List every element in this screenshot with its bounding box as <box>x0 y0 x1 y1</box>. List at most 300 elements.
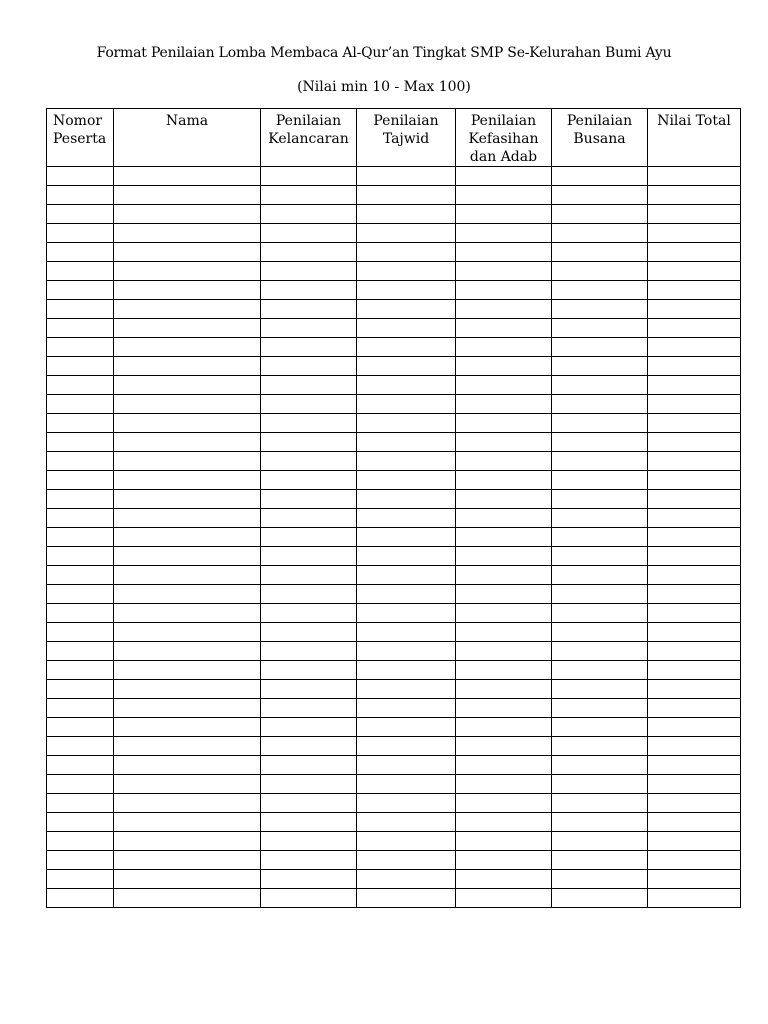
table-cell <box>357 509 456 528</box>
table-cell <box>552 376 648 395</box>
table-cell <box>648 623 741 642</box>
table-cell <box>648 224 741 243</box>
table-cell <box>261 794 357 813</box>
table-cell <box>114 623 261 642</box>
table-cell <box>47 718 114 737</box>
table-cell <box>456 832 552 851</box>
table-cell <box>552 604 648 623</box>
table-cell <box>552 167 648 186</box>
table-cell <box>552 224 648 243</box>
table-cell <box>261 414 357 433</box>
header-nilai-total: Nilai Total <box>648 109 741 167</box>
table-row <box>47 338 741 357</box>
table-cell <box>357 395 456 414</box>
table-cell <box>456 357 552 376</box>
table-cell <box>648 395 741 414</box>
table-cell <box>552 851 648 870</box>
document-title: Format Penilaian Lomba Membaca Al-Qur’an Tingkat SMP Se-Kelurahan Bumi Ayu <box>96 45 672 61</box>
table-cell <box>357 319 456 338</box>
table-cell <box>648 889 741 908</box>
table-cell <box>456 699 552 718</box>
table-cell <box>456 186 552 205</box>
table-cell <box>648 680 741 699</box>
table-cell <box>552 794 648 813</box>
header-penilaian-busana: Penilaian Busana <box>552 109 648 167</box>
table-cell <box>261 566 357 585</box>
table-cell <box>552 718 648 737</box>
table-cell <box>357 832 456 851</box>
table-cell <box>456 224 552 243</box>
table-cell <box>357 661 456 680</box>
table-cell <box>47 395 114 414</box>
table-cell <box>47 243 114 262</box>
table-cell <box>552 338 648 357</box>
table-cell <box>456 851 552 870</box>
table-cell <box>261 167 357 186</box>
table-cell <box>261 718 357 737</box>
table-cell <box>552 395 648 414</box>
table-cell <box>552 357 648 376</box>
table-cell <box>648 585 741 604</box>
table-cell <box>648 471 741 490</box>
table-cell <box>552 243 648 262</box>
table-cell <box>456 547 552 566</box>
table-cell <box>552 414 648 433</box>
table-cell <box>648 186 741 205</box>
table-cell <box>47 737 114 756</box>
table-cell <box>357 376 456 395</box>
table-cell <box>456 205 552 224</box>
table-cell <box>261 471 357 490</box>
table-cell <box>357 433 456 452</box>
table-cell <box>114 281 261 300</box>
table-cell <box>648 433 741 452</box>
table-cell <box>357 623 456 642</box>
table-cell <box>47 775 114 794</box>
table-row <box>47 547 741 566</box>
table-cell <box>648 813 741 832</box>
table-cell <box>552 452 648 471</box>
table-cell <box>47 756 114 775</box>
table-cell <box>648 699 741 718</box>
table-cell <box>47 205 114 224</box>
table-cell <box>47 167 114 186</box>
table-row <box>47 718 741 737</box>
table-cell <box>648 718 741 737</box>
table-cell <box>47 642 114 661</box>
table-cell <box>552 205 648 224</box>
table-cell <box>456 813 552 832</box>
table-cell <box>261 547 357 566</box>
header-penilaian-kelancaran: Penilaian Kelancaran <box>261 109 357 167</box>
table-row <box>47 870 741 889</box>
table-cell <box>456 870 552 889</box>
table-cell <box>357 680 456 699</box>
table-row <box>47 794 741 813</box>
table-cell <box>648 566 741 585</box>
table-cell <box>357 775 456 794</box>
table-cell <box>456 680 552 699</box>
table-cell <box>261 642 357 661</box>
table-cell <box>261 224 357 243</box>
table-cell <box>114 433 261 452</box>
table-row <box>47 281 741 300</box>
table-row <box>47 528 741 547</box>
table-cell <box>114 832 261 851</box>
table-cell <box>552 813 648 832</box>
table-cell <box>456 490 552 509</box>
table-row <box>47 319 741 338</box>
table-row <box>47 699 741 718</box>
table-cell <box>456 319 552 338</box>
table-cell <box>456 528 552 547</box>
table-cell <box>456 471 552 490</box>
table-cell <box>357 794 456 813</box>
table-cell <box>47 794 114 813</box>
table-cell <box>114 775 261 794</box>
table-cell <box>648 490 741 509</box>
table-cell <box>648 205 741 224</box>
table-cell <box>261 300 357 319</box>
table-cell <box>552 509 648 528</box>
table-cell <box>114 737 261 756</box>
table-row <box>47 490 741 509</box>
table-cell <box>114 376 261 395</box>
table-cell <box>552 661 648 680</box>
table-cell <box>456 661 552 680</box>
table-cell <box>114 585 261 604</box>
table-cell <box>648 338 741 357</box>
table-cell <box>456 262 552 281</box>
table-cell <box>456 433 552 452</box>
table-row <box>47 813 741 832</box>
table-cell <box>552 433 648 452</box>
table-cell <box>114 357 261 376</box>
table-cell <box>648 167 741 186</box>
table-cell <box>456 794 552 813</box>
table-cell <box>47 680 114 699</box>
table-cell <box>261 623 357 642</box>
table-cell <box>47 528 114 547</box>
table-cell <box>261 509 357 528</box>
table-cell <box>357 528 456 547</box>
table-cell <box>648 509 741 528</box>
table-cell <box>261 813 357 832</box>
table-cell <box>648 357 741 376</box>
table-cell <box>456 281 552 300</box>
table-cell <box>47 566 114 585</box>
table-cell <box>648 243 741 262</box>
table-cell <box>114 186 261 205</box>
table-cell <box>114 167 261 186</box>
table-row <box>47 167 741 186</box>
table-cell <box>456 566 552 585</box>
table-row <box>47 889 741 908</box>
table-cell <box>261 490 357 509</box>
table-cell <box>114 471 261 490</box>
table-cell <box>357 167 456 186</box>
table-cell <box>648 794 741 813</box>
table-cell <box>47 224 114 243</box>
table-cell <box>456 889 552 908</box>
table-cell <box>261 243 357 262</box>
table-cell <box>648 528 741 547</box>
table-cell <box>456 585 552 604</box>
table-cell <box>47 490 114 509</box>
table-row <box>47 623 741 642</box>
table-cell <box>47 262 114 281</box>
table-cell <box>648 319 741 338</box>
table-cell <box>648 262 741 281</box>
table-cell <box>357 851 456 870</box>
table-cell <box>114 414 261 433</box>
table-cell <box>47 623 114 642</box>
table-cell <box>114 547 261 566</box>
table-cell <box>456 300 552 319</box>
table-cell <box>552 566 648 585</box>
table-cell <box>114 262 261 281</box>
table-row <box>47 851 741 870</box>
table-cell <box>261 452 357 471</box>
table-cell <box>47 699 114 718</box>
table-cell <box>114 604 261 623</box>
table-row <box>47 414 741 433</box>
header-penilaian-kefasihan: Penilaian Kefasihan dan Adab <box>456 109 552 167</box>
table-cell <box>114 889 261 908</box>
table-row <box>47 737 741 756</box>
table-cell <box>261 262 357 281</box>
header-nama: Nama <box>114 109 261 167</box>
table-cell <box>552 775 648 794</box>
table-cell <box>552 870 648 889</box>
table-cell <box>261 376 357 395</box>
table-cell <box>648 300 741 319</box>
table-cell <box>456 243 552 262</box>
table-cell <box>648 851 741 870</box>
table-cell <box>357 357 456 376</box>
table-cell <box>261 528 357 547</box>
table-cell <box>357 699 456 718</box>
table-cell <box>552 490 648 509</box>
table-cell <box>47 471 114 490</box>
table-cell <box>456 167 552 186</box>
table-row <box>47 642 741 661</box>
table-row <box>47 395 741 414</box>
table-cell <box>261 889 357 908</box>
table-cell <box>357 224 456 243</box>
table-row <box>47 357 741 376</box>
table-cell <box>114 813 261 832</box>
table-cell <box>47 357 114 376</box>
table-cell <box>114 661 261 680</box>
table-cell <box>648 870 741 889</box>
table-cell <box>357 756 456 775</box>
table-cell <box>456 395 552 414</box>
table-cell <box>114 224 261 243</box>
table-cell <box>648 376 741 395</box>
table-cell <box>114 490 261 509</box>
table-cell <box>261 205 357 224</box>
table-cell <box>114 338 261 357</box>
table-cell <box>456 414 552 433</box>
table-cell <box>357 452 456 471</box>
table-row <box>47 243 741 262</box>
table-row <box>47 433 741 452</box>
table-row <box>47 452 741 471</box>
table-row <box>47 224 741 243</box>
table-cell <box>357 300 456 319</box>
table-cell <box>552 281 648 300</box>
table-row <box>47 262 741 281</box>
table-cell <box>114 319 261 338</box>
table-cell <box>456 452 552 471</box>
table-cell <box>552 832 648 851</box>
table-cell <box>261 870 357 889</box>
table-cell <box>357 889 456 908</box>
score-range-note: (Nilai min 10 - Max 100) <box>297 79 471 95</box>
table-row <box>47 775 741 794</box>
table-cell <box>648 642 741 661</box>
table-cell <box>552 699 648 718</box>
table-cell <box>47 604 114 623</box>
table-cell <box>114 718 261 737</box>
table-cell <box>47 813 114 832</box>
table-cell <box>114 794 261 813</box>
table-cell <box>552 300 648 319</box>
table-cell <box>648 775 741 794</box>
table-cell <box>648 756 741 775</box>
table-cell <box>357 642 456 661</box>
table-cell <box>261 585 357 604</box>
table-cell <box>47 452 114 471</box>
table-cell <box>261 433 357 452</box>
header-penilaian-tajwid: Penilaian Tajwid <box>357 109 456 167</box>
table-cell <box>552 623 648 642</box>
table-cell <box>47 889 114 908</box>
table-cell <box>261 357 357 376</box>
table-cell <box>648 832 741 851</box>
table-cell <box>357 338 456 357</box>
table-cell <box>357 737 456 756</box>
table-cell <box>114 642 261 661</box>
table-cell <box>114 566 261 585</box>
table-cell <box>648 604 741 623</box>
table-cell <box>456 756 552 775</box>
table-cell <box>47 414 114 433</box>
table-cell <box>552 262 648 281</box>
table-cell <box>357 566 456 585</box>
table-cell <box>47 870 114 889</box>
table-body <box>47 167 741 908</box>
table-cell <box>456 775 552 794</box>
table-cell <box>114 680 261 699</box>
table-cell <box>114 528 261 547</box>
table-row <box>47 376 741 395</box>
table-cell <box>47 376 114 395</box>
table-cell <box>357 870 456 889</box>
table-cell <box>47 547 114 566</box>
table-cell <box>552 186 648 205</box>
table-cell <box>357 281 456 300</box>
table-cell <box>552 737 648 756</box>
table-row <box>47 756 741 775</box>
table-cell <box>357 718 456 737</box>
table-row <box>47 566 741 585</box>
table-cell <box>357 547 456 566</box>
table-row <box>47 680 741 699</box>
table-cell <box>456 737 552 756</box>
table-cell <box>357 604 456 623</box>
table-cell <box>552 319 648 338</box>
table-cell <box>552 528 648 547</box>
table-cell <box>261 737 357 756</box>
table-cell <box>47 186 114 205</box>
table-cell <box>261 680 357 699</box>
table-cell <box>357 585 456 604</box>
table-cell <box>648 661 741 680</box>
table-row <box>47 661 741 680</box>
table-cell <box>552 585 648 604</box>
table-cell <box>47 338 114 357</box>
table-cell <box>114 205 261 224</box>
table-cell <box>456 338 552 357</box>
table-cell <box>357 813 456 832</box>
table-cell <box>47 851 114 870</box>
table-cell <box>357 414 456 433</box>
table-cell <box>261 699 357 718</box>
table-cell <box>114 395 261 414</box>
table-cell <box>552 547 648 566</box>
table-cell <box>552 889 648 908</box>
table-row <box>47 509 741 528</box>
table-cell <box>648 414 741 433</box>
table-row <box>47 205 741 224</box>
table-row <box>47 585 741 604</box>
table-cell <box>357 490 456 509</box>
table-cell <box>648 452 741 471</box>
table-cell <box>114 756 261 775</box>
table-cell <box>552 756 648 775</box>
table-cell <box>456 604 552 623</box>
table-row <box>47 832 741 851</box>
table-row <box>47 300 741 319</box>
table-cell <box>357 243 456 262</box>
score-table <box>46 108 741 908</box>
table-cell <box>357 471 456 490</box>
table-cell <box>261 756 357 775</box>
table-cell <box>114 452 261 471</box>
table-row <box>47 604 741 623</box>
table-row <box>47 186 741 205</box>
table-cell <box>456 509 552 528</box>
table-cell <box>47 509 114 528</box>
table-cell <box>261 186 357 205</box>
table-cell <box>552 680 648 699</box>
table-cell <box>47 661 114 680</box>
table-cell <box>552 471 648 490</box>
table-cell <box>456 623 552 642</box>
table-cell <box>456 376 552 395</box>
table-cell <box>114 243 261 262</box>
table-cell <box>261 395 357 414</box>
table-cell <box>456 718 552 737</box>
table-cell <box>456 642 552 661</box>
table-cell <box>261 832 357 851</box>
table-cell <box>47 433 114 452</box>
table-cell <box>47 300 114 319</box>
table-cell <box>261 661 357 680</box>
table-cell <box>47 585 114 604</box>
